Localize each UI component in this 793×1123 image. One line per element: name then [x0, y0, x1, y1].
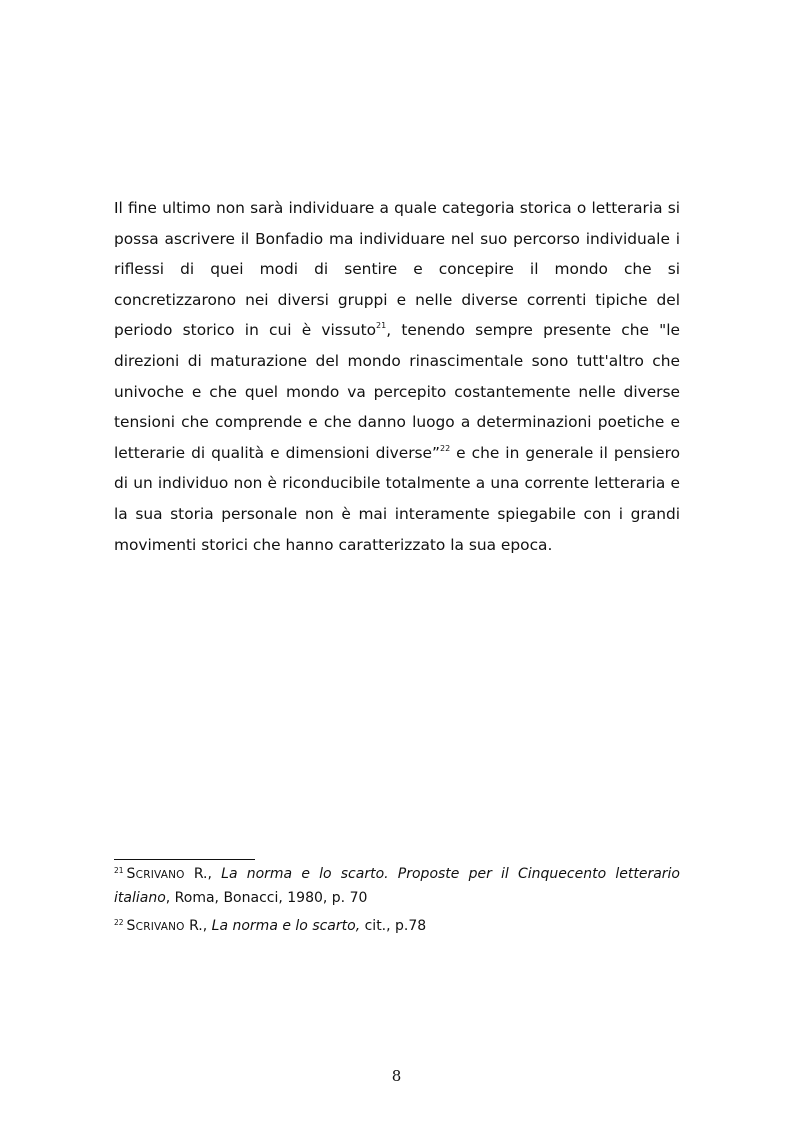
footnote-title: La norma e lo scarto. Proposte per il Cinquecento letterario italiano [114, 866, 680, 906]
footnotes [114, 863, 680, 944]
body-text-segment: Il fine ultimo non sarà individuare a quale categoria storica o letteraria si possa ascrivere il Bonfadio ma individuare nel suo percorso individuale i riflessi di quei modi di sentire e concepire il mondo che si concretizzarono nei diversi gruppi e nelle diverse correnti tipiche del periodo storico in cui è vissuto [114, 199, 680, 340]
footnote-separator [114, 859, 255, 860]
footnote-author: SCRIVANO [126, 918, 185, 934]
body-text-segment: e che in generale il pensiero di un individuo non è riconducibile totalmente a una corrente letteraria e la sua storia personale non è mai interamente spiegabile con i grandi movimenti storici che hanno caratterizzato la sua epoca. [114, 443, 680, 554]
footnote-title: La norma e lo scarto, [211, 918, 361, 934]
footnote [114, 863, 680, 910]
footnote-author-initial: R., [184, 918, 212, 934]
footnote-author-initial: R., [184, 866, 222, 882]
footnote-number: 22 [114, 918, 124, 927]
footnote-number: 21 [114, 866, 124, 875]
body-paragraph [114, 193, 680, 560]
footnote [114, 915, 680, 939]
page-number: 8 [391, 1067, 402, 1085]
footnote-details: cit., p.78 [360, 918, 427, 934]
footnote-reference: 21 [376, 321, 387, 331]
footnote-author: SCRIVANO [126, 866, 185, 882]
footnote-details: , Roma, Bonacci, 1980, p. 70 [165, 890, 368, 906]
footnote-reference: 22 [439, 443, 451, 453]
body-text-segment: , tenendo sempre presente che "le direzioni di maturazione del mondo rinascimentale sono tutt'altro che univoche e che quel mondo va percepito costantemente nelle diverse tensioni che comprende e che danno luogo a determinazioni poetiche e letterarie di qualità e dimensioni diverse” [114, 321, 680, 462]
